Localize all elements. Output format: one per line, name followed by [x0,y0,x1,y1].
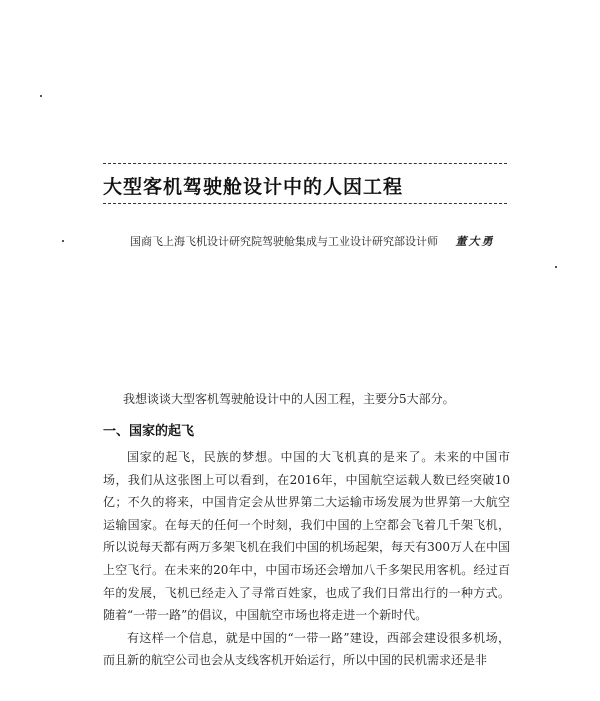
section-heading: 一、国家的起飞 [103,424,195,439]
byline [130,233,510,249]
body-text [103,446,510,672]
scan-speck [555,266,557,268]
author-affiliation: 国商飞上海飞机设计研究院驾驶舱集成与工业设计研究部设计师 [130,235,438,248]
author-name: 董大勇 [455,235,495,248]
title-bottom-rule [103,203,507,204]
paragraph: 有这样一个信息，就是中国的“一带一路”建设，西部会建设很多机场，而且新的航空公司也会从支线客机开始运行，所以中国的民机需求还是非 [103,630,510,668]
article-title: 大型客机驾驶舱设计中的人因工程 [103,176,404,198]
intro-sentence: 我想谈谈大型客机驾驶舱设计中的人因工程，主要分5大部分。 [123,392,455,406]
scan-speck [62,240,64,242]
paragraph: 国家的起飞，民族的梦想。中国的大飞机真的是来了。未来的中国市场，我们从这张图上可以看到，在2016年，中国航空运载人数已经突破10亿；不久的将来，中国肯定会从世界第二大运输市场发展为世界第一大航空运输国家。在每天的任何一个时刻，我们中国的上空都会飞着几千架飞机，所以说每天都有两万多架飞机在我们中国的机场起架，每天有300万人在中国上空飞行。在未来的20年中，中国市场还会增加八千多架民用客机。经过百年的发展，飞机已经走入了寻常百姓家，也成了我们日常出行的一种方式。随着“一带一路”的倡议，中国航空市场也将走进一个新时代。 [103,450,510,623]
scan-speck [40,95,42,97]
title-top-rule [103,163,507,164]
